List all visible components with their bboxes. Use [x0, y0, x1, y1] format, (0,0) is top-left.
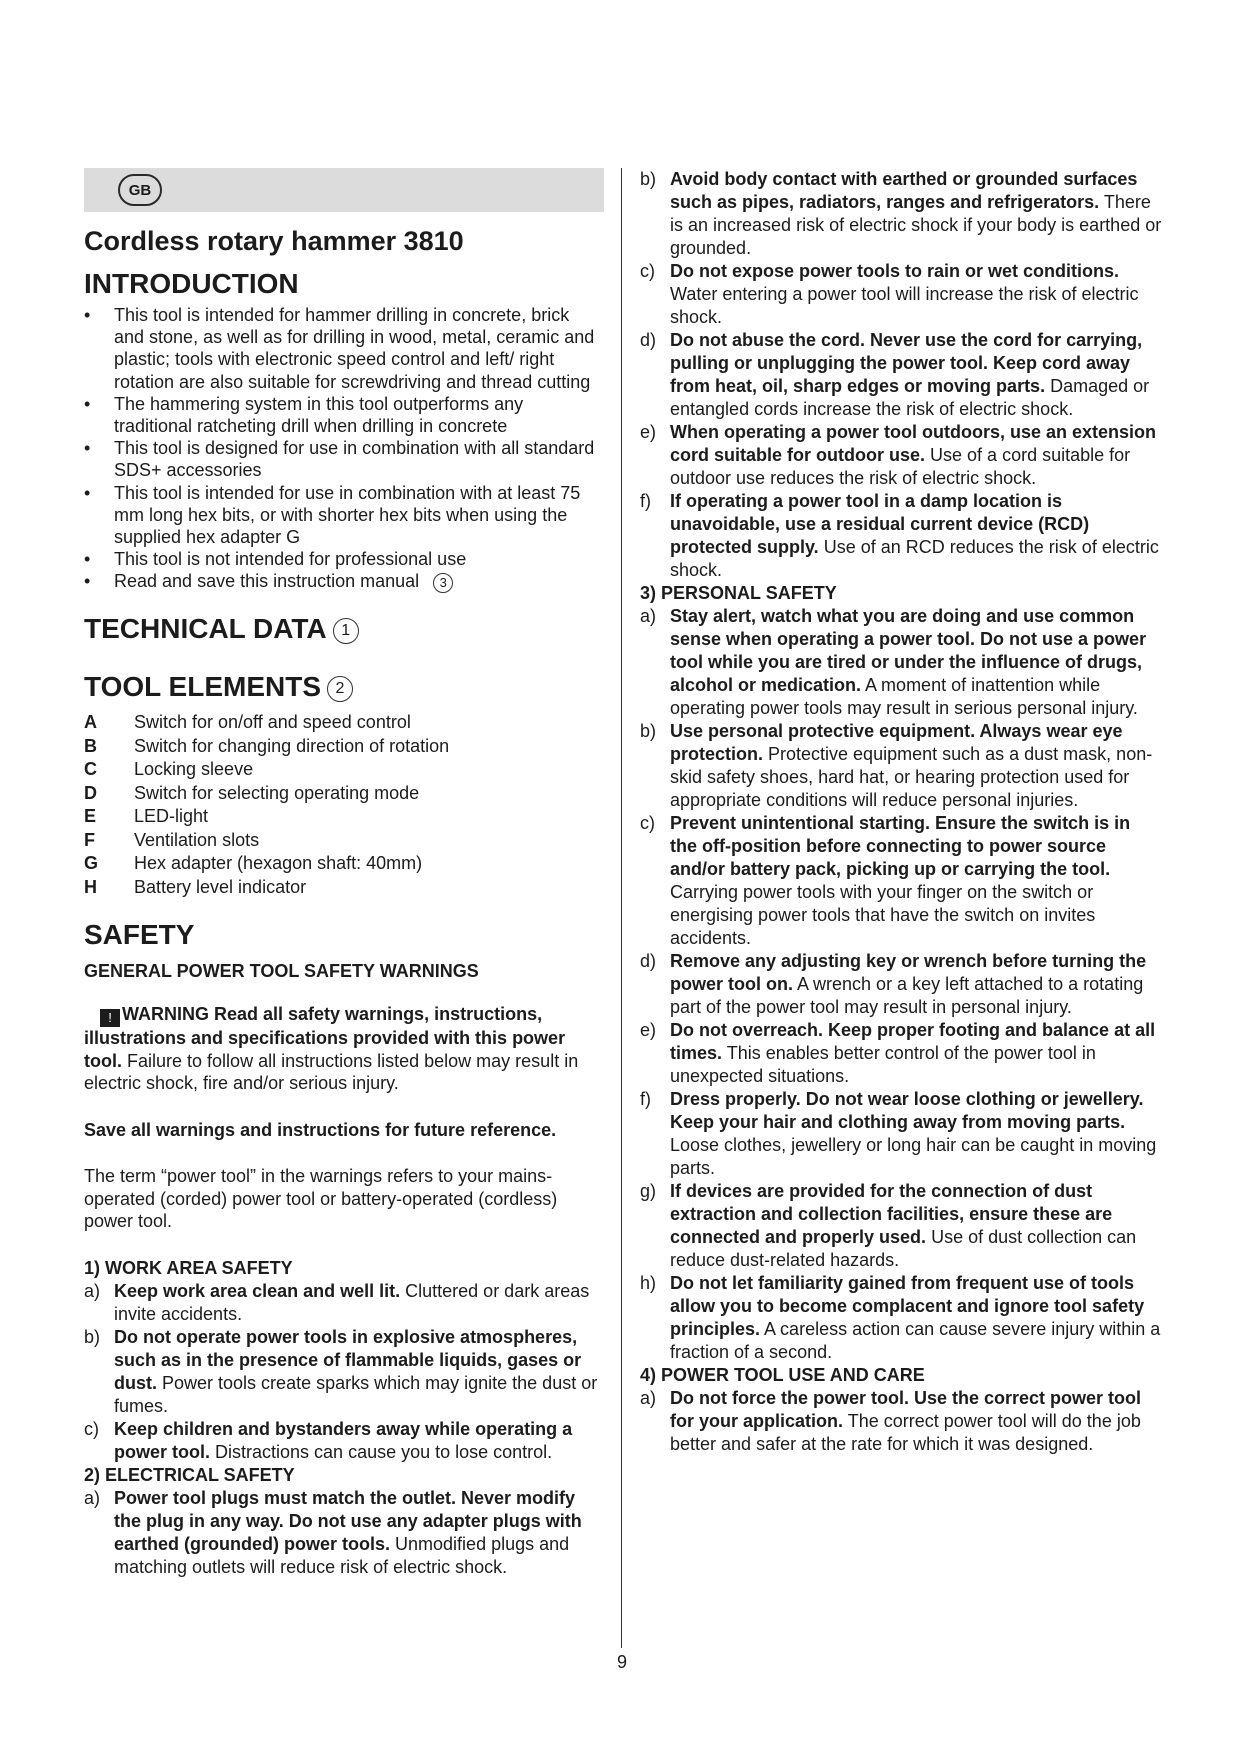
item-label: a) — [84, 1280, 101, 1301]
safety-heading: SAFETY — [84, 919, 195, 951]
item-label: c) — [84, 1418, 99, 1439]
term-definition: The term “power tool” in the warnings refers to your mains-operated (corded) power tool or battery-operated (cordless) power tool. — [84, 1166, 558, 1232]
item-bold: If devices are provided for the connection of dust extraction and collection facilities, ensure these are connected and properly used. — [670, 1181, 1113, 1247]
list-item: • This tool is intended for hammer drilling in concrete, brick and stone, as well as for drilling in wood, metal, ceramic and plastic; tools with electronic speed control and left/ right rotation are also suitable for screwdriving and thread cutting — [84, 304, 604, 393]
element-text: Switch for changing direction of rotation — [134, 735, 450, 756]
item-text — [670, 1019, 1162, 1088]
list-item — [640, 1088, 1162, 1180]
figure-ref-icon: 3 — [433, 573, 453, 593]
item-label: b) — [640, 169, 657, 189]
list-item — [84, 1487, 604, 1579]
item-text — [670, 720, 1162, 812]
list-item — [84, 1326, 604, 1418]
item-text — [114, 1326, 604, 1418]
item-bold: Do not abuse the cord. Never use the cord for carrying, pulling or unplugging the power tool. Keep cord away from heat, oil, sharp edges or moving parts. — [670, 330, 1143, 396]
element-text: Switch for on/off and speed control — [134, 712, 411, 733]
item-label: d) — [640, 330, 657, 350]
item-bold: Do not overreach. Keep proper footing and balance at all times. — [670, 1020, 1156, 1063]
item-bold: Stay alert, watch what you are doing and use common sense when operating a power tool. Do not use a power tool while you are tired or under the influence of drugs, alcohol or medication. — [670, 606, 1147, 695]
item-text — [670, 1387, 1162, 1456]
item-body: Power tools create sparks which may ignite the dust or fumes. — [114, 1372, 598, 1416]
element-letter: E — [84, 806, 97, 827]
item-label: d) — [640, 951, 657, 971]
warning-text: Failure to follow all instructions listed below may result in electric shock, fire and/or serious injury. — [84, 1050, 579, 1094]
item-bold: Keep children and bystanders away while operating a power tool. — [114, 1418, 573, 1462]
item-body: Protective equipment such as a dust mask, non-skid safety shoes, hard hat, or hearing protection used for appropriate conditions will reduce personal injuries. — [670, 744, 1153, 810]
item-body: Cluttered or dark areas invite accidents. — [114, 1280, 590, 1324]
item-text — [670, 1088, 1162, 1180]
language-badge: GB — [118, 174, 162, 206]
list-item — [84, 1418, 604, 1464]
list-item — [640, 720, 1162, 812]
item-text — [670, 168, 1162, 260]
list-item — [640, 1019, 1162, 1088]
element-letter: G — [84, 853, 99, 874]
electrical-heading: 2) ELECTRICAL SAFETY — [84, 1464, 295, 1485]
item-bold: Prevent unintentional starting. Ensure the switch is in the off-position before connecting to power source and/or battery pack, picking up or carrying the tool. — [670, 813, 1131, 879]
item-bold: If operating a power tool in a damp location is unavoidable, use a residual current device (RCD) protected supply. — [670, 491, 1090, 557]
warning-bold-text: WARNING Read all safety warnings, instructions, illustrations and specifications provided with this power tool. — [84, 1004, 566, 1071]
item-body: Distractions can cause you to lose control. — [215, 1441, 553, 1462]
item-text — [114, 1487, 604, 1579]
list-item — [84, 758, 604, 782]
element-text: LED-light — [134, 806, 209, 827]
item-label: a) — [640, 606, 657, 626]
list-item — [640, 168, 1162, 260]
heading-text: TECHNICAL DATA — [84, 613, 327, 645]
personal-safety-heading: 3) PERSONAL SAFETY — [640, 583, 837, 603]
element-text: Locking sleeve — [134, 759, 254, 780]
list-item — [84, 782, 604, 806]
introduction-heading: INTRODUCTION — [84, 268, 299, 299]
item-text — [670, 1272, 1162, 1364]
item-body: A moment of inattention while operating power tools may result in serious personal injury. — [670, 675, 1138, 718]
list-item — [640, 1387, 1162, 1456]
work-area-heading: 1) WORK AREA SAFETY — [84, 1257, 293, 1278]
figure-ref-icon: 2 — [327, 676, 353, 702]
document-title: Cordless rotary hammer 3810 — [84, 226, 464, 256]
element-letter: H — [84, 876, 97, 897]
item-label: h) — [640, 1273, 657, 1293]
list-item — [84, 829, 604, 853]
element-letter: F — [84, 829, 95, 850]
list-item — [84, 805, 604, 829]
item-label: f) — [640, 491, 651, 511]
save-instructions-text: Save all warnings and instructions for future reference. — [84, 1119, 557, 1140]
item-text — [670, 1180, 1162, 1272]
list-item — [640, 260, 1162, 329]
list-item: • The hammering system in this tool outperforms any traditional ratcheting drill when drilling in concrete — [84, 393, 604, 437]
column-divider — [621, 168, 622, 1648]
item-body: Unmodified plugs and matching outlets will reduce risk of electric shock. — [114, 1533, 570, 1577]
list-item — [640, 950, 1162, 1019]
list-item: • This tool is designed for use in combination with all standard SDS+ accessories — [84, 437, 604, 481]
item-label: f) — [640, 1089, 651, 1109]
list-item: • This tool is intended for use in combination with at least 75 mm long hex bits, or with shorter hex bits when using the supplied hex adapter G — [84, 482, 604, 549]
item-body: This enables better control of the power tool in unexpected situations. — [670, 1043, 1096, 1086]
item-body: Use of an RCD reduces the risk of electric shock. — [670, 537, 1159, 580]
item-bold: Use personal protective equipment. Always wear eye protection. — [670, 721, 1123, 764]
element-letter: B — [84, 735, 97, 756]
item-bold: Keep work area clean and well lit. — [114, 1280, 401, 1301]
item-body: Loose clothes, jewellery or long hair can be caught in moving parts. — [670, 1135, 1157, 1178]
figure-ref-icon: 1 — [333, 618, 359, 644]
element-text: Ventilation slots — [134, 829, 260, 850]
item-label: a) — [640, 1388, 657, 1408]
item-body: Use of dust collection can reduce dust-related hazards. — [670, 1227, 1137, 1270]
save-instructions — [84, 1119, 604, 1142]
item-text — [670, 950, 1162, 1019]
item-label: c) — [640, 813, 655, 833]
power-tool-use-heading: 4) POWER TOOL USE AND CARE — [640, 1365, 925, 1385]
item-text — [670, 421, 1162, 490]
item-bold: Do not let familiarity gained from frequent use of tools allow you to become complacent and ignore tool safety principles. — [670, 1273, 1145, 1339]
item-body: A careless action can cause severe injury within a fraction of a second. — [670, 1319, 1161, 1362]
item-body: Carrying power tools with your finger on the switch or energising power tools that have the switch on invites accidents. — [670, 882, 1096, 948]
item-body: A wrench or a key left attached to a rotating part of the power tool may result in personal injury. — [670, 974, 1144, 1017]
item-bold: Avoid body contact with earthed or grounded surfaces such as pipes, radiators, ranges and refrigerators. — [670, 169, 1138, 212]
element-letter: A — [84, 712, 97, 733]
warning-paragraph — [84, 1003, 604, 1095]
element-letter: D — [84, 782, 97, 803]
item-bold: Power tool plugs must match the outlet. Never modify the plug in any way. Do not use any adapter plugs with earthed (grounded) power tools. — [114, 1487, 582, 1554]
list-item — [640, 490, 1162, 582]
list-item — [640, 1180, 1162, 1272]
item-body: Damaged or entangled cords increase the risk of electric shock. — [670, 376, 1150, 419]
list-item — [640, 421, 1162, 490]
list-item — [84, 735, 604, 759]
left-column — [84, 168, 604, 1579]
safety-subheading: GENERAL POWER TOOL SAFETY WARNINGS — [84, 961, 479, 982]
item-text — [670, 605, 1162, 720]
technical-data-heading — [84, 611, 604, 647]
item-label: g) — [640, 1181, 657, 1201]
list-item — [640, 605, 1162, 720]
item-bold: When operating a power tool outdoors, use an extension cord suitable for outdoor use. — [670, 422, 1157, 465]
item-text — [670, 812, 1162, 950]
element-text: Battery level indicator — [134, 876, 307, 897]
element-text: Switch for selecting operating mode — [134, 782, 420, 803]
tool-elements-list — [84, 711, 604, 899]
list-item-text: Read and save this instruction manual — [114, 571, 420, 592]
item-text — [114, 1280, 604, 1326]
list-item — [84, 1280, 604, 1326]
element-letter: C — [84, 759, 97, 780]
item-text — [670, 490, 1162, 582]
item-body: The correct power tool will do the job better and safer at the rate for which it was designed. — [670, 1411, 1141, 1454]
item-bold: Do not expose power tools to rain or wet conditions. — [670, 261, 1120, 281]
list-item — [640, 329, 1162, 421]
item-text — [114, 1418, 604, 1464]
item-label: a) — [84, 1487, 101, 1508]
item-bold: Do not operate power tools in explosive atmospheres, such as in the presence of flammable liquids, gases or dust. — [114, 1326, 582, 1393]
item-label: e) — [640, 422, 657, 442]
item-bold: Dress properly. Do not wear loose clothing or jewellery. Keep your hair and clothing away from moving parts. — [670, 1089, 1144, 1132]
list-item: • This tool is not intended for professional use — [84, 548, 604, 570]
list-item — [84, 711, 604, 735]
introduction-list — [84, 304, 604, 593]
list-item — [84, 570, 604, 593]
item-text — [670, 329, 1162, 421]
item-body: There is an increased risk of electric shock if your body is earthed or grounded. — [670, 192, 1162, 258]
list-item — [640, 812, 1162, 950]
item-bold: Do not force the power tool. Use the correct power tool for your application. — [670, 1388, 1142, 1431]
item-body: Use of a cord suitable for outdoor use reduces the risk of electric shock. — [670, 445, 1131, 488]
list-item — [84, 876, 604, 900]
item-label: b) — [640, 721, 657, 741]
page-number: 9 — [616, 1652, 627, 1672]
item-label: c) — [640, 261, 655, 281]
warning-icon: ! — [100, 1009, 120, 1027]
element-text: Hex adapter (hexagon shaft: 40mm) — [134, 853, 423, 874]
heading-text: TOOL ELEMENTS — [84, 671, 321, 703]
item-label: b) — [84, 1326, 101, 1347]
list-item — [640, 1272, 1162, 1364]
item-text — [670, 260, 1162, 329]
language-banner — [84, 168, 604, 212]
tool-elements-heading — [84, 669, 604, 705]
item-label: e) — [640, 1020, 657, 1040]
item-body: Water entering a power tool will increase the risk of electric shock. — [670, 284, 1139, 327]
item-bold: Remove any adjusting key or wrench before turning the power tool on. — [670, 951, 1147, 994]
list-item — [84, 852, 604, 876]
right-column — [640, 168, 1162, 1456]
